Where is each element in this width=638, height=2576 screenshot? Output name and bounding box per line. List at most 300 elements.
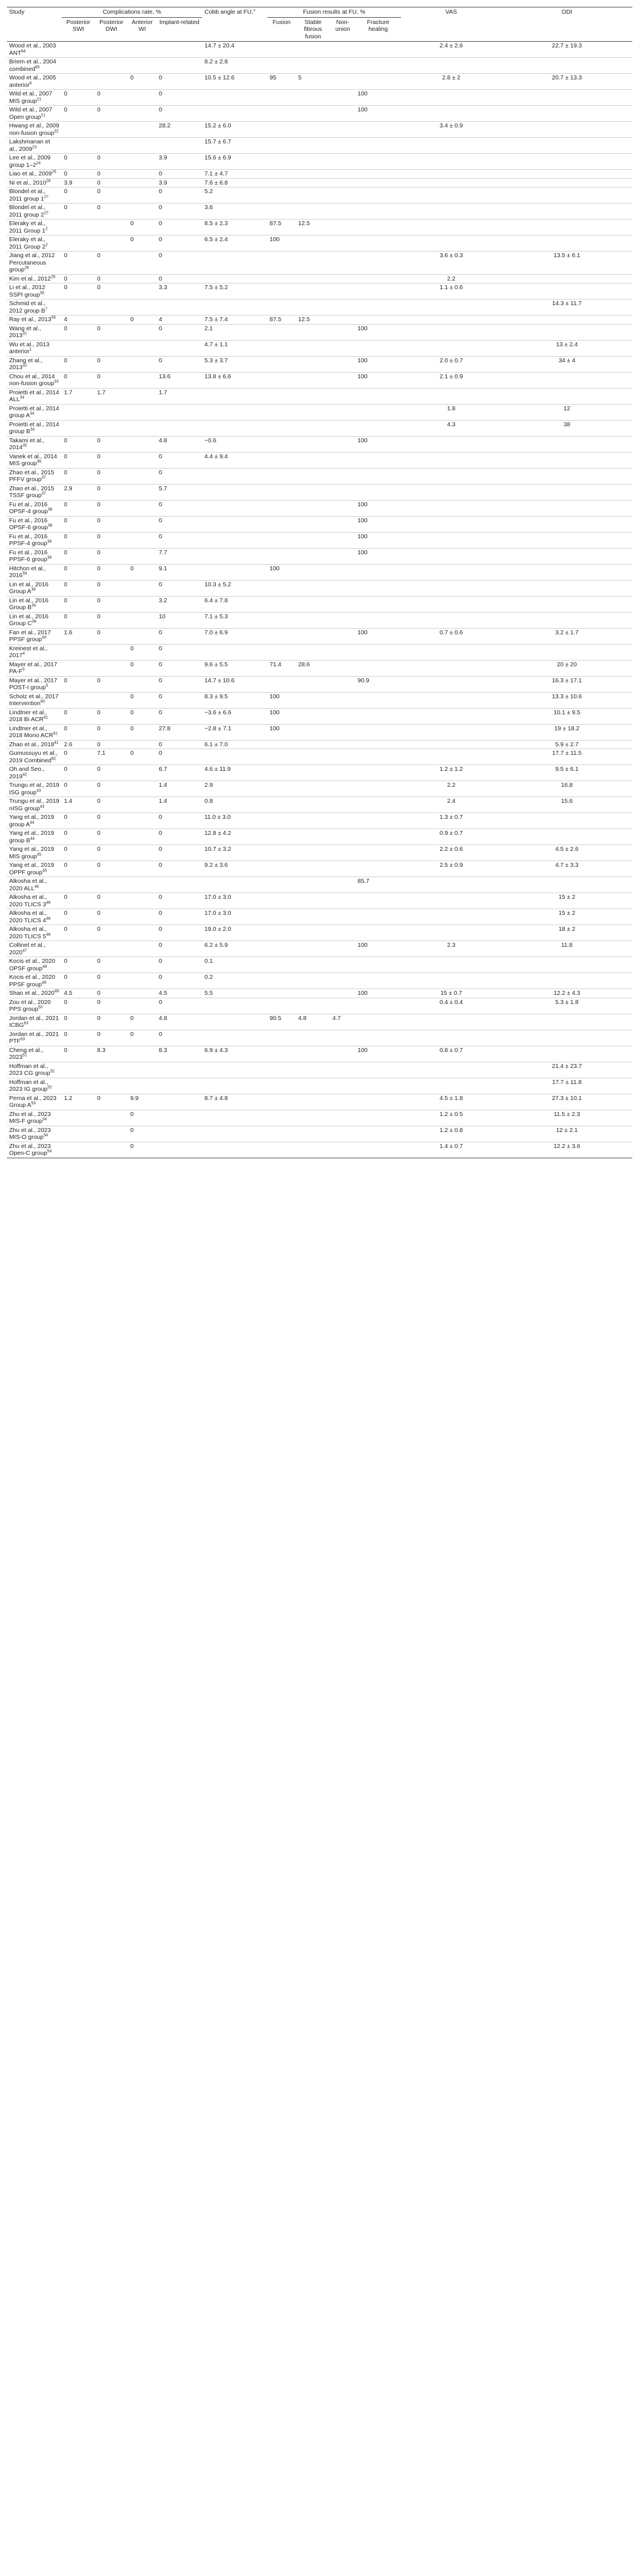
study-reference: 52 — [50, 1069, 55, 1074]
cell-fusion — [267, 452, 296, 468]
cell-implant-related: 3.2 — [159, 597, 167, 604]
study-reference: 49 — [54, 989, 59, 994]
cell-fusion — [267, 957, 296, 973]
study-reference: 29 — [50, 275, 55, 279]
cell-posterior-swi: 4.5 — [64, 990, 73, 997]
cell-posterior-dwi — [95, 877, 128, 893]
cell-study — [7, 893, 62, 909]
cell-non-union — [330, 436, 355, 452]
cell-cobb-angle — [202, 404, 267, 420]
cell-odi — [501, 203, 632, 219]
header-odi: ODI — [501, 7, 632, 42]
cell-study — [7, 1014, 62, 1030]
cell-odi — [501, 274, 632, 283]
cell-non-union — [330, 893, 355, 909]
cell-posterior-dwi — [95, 299, 128, 315]
cell-implant-related: 0 — [159, 453, 162, 460]
cell-posterior-dwi — [95, 692, 128, 708]
cell-cobb-angle: −3.6 ± 6.6 — [204, 709, 231, 716]
header-cobb: Cobb angle at FU,° — [202, 7, 267, 42]
cell-posterior-dwi: 0 — [97, 1030, 101, 1038]
cell-anterior-wi — [128, 845, 157, 861]
cell-non-union — [330, 628, 355, 644]
study-name: Yang et al., 2019 OPPF group — [9, 862, 54, 876]
study-reference: 59 — [22, 571, 27, 576]
cell-implant-related: 0 — [159, 581, 162, 588]
cell-fusion — [267, 1030, 296, 1046]
cell-fracture-healing — [355, 925, 401, 941]
cell-stable-fibrous — [296, 628, 330, 644]
cell-posterior-dwi: 0 — [97, 862, 101, 869]
cell-implant-related: 1.4 — [159, 782, 167, 789]
study-reference: 35 — [22, 443, 27, 448]
cell-non-union — [330, 877, 355, 893]
cell-study — [7, 644, 62, 660]
cell-study — [7, 1110, 62, 1126]
cell-anterior-wi — [128, 324, 157, 340]
study-reference: 21 — [37, 97, 42, 101]
cell-stable-fibrous: 12.5 — [298, 316, 310, 323]
cell-vas — [401, 1030, 501, 1046]
cell-stable-fibrous — [296, 909, 330, 925]
cell-posterior-dwi: 0 — [97, 782, 101, 789]
study-name: Wang et al., 2013 — [9, 325, 41, 339]
study-reference: 45 — [42, 869, 47, 873]
cell-fracture-healing — [355, 1062, 401, 1078]
cell-cobb-angle — [202, 1014, 267, 1030]
cell-posterior-swi: 0 — [64, 998, 67, 1006]
cell-posterior-dwi: 0 — [97, 846, 101, 853]
cell-implant-related — [157, 1110, 202, 1126]
cell-stable-fibrous — [296, 468, 330, 484]
cell-vas — [401, 516, 501, 532]
cell-fracture-healing — [355, 154, 401, 170]
cell-cobb-angle: 8.5 ± 2.3 — [204, 220, 228, 227]
cell-vas — [401, 973, 501, 989]
cell-posterior-swi — [62, 420, 95, 436]
cell-fusion: 100 — [270, 236, 280, 243]
table-row — [7, 644, 632, 660]
cell-posterior-swi — [62, 42, 95, 58]
cell-implant-related: 0 — [159, 325, 162, 332]
cell-study — [7, 235, 62, 251]
cell-posterior-dwi: 0 — [97, 485, 101, 492]
cell-non-union — [330, 1094, 355, 1110]
cell-cobb-angle: 5.2 — [204, 188, 213, 195]
cell-stable-fibrous — [296, 372, 330, 388]
cell-anterior-wi — [128, 596, 157, 612]
cell-fracture-healing: 100 — [358, 373, 368, 380]
cell-posterior-swi: 0 — [64, 597, 67, 604]
cell-cobb-angle: 7.6 ± 6.8 — [204, 179, 228, 186]
cell-implant-related: 0 — [159, 693, 162, 700]
cell-stable-fibrous — [296, 813, 330, 829]
cell-posterior-dwi: 0 — [97, 453, 101, 460]
cell-posterior-swi: 3.9 — [64, 179, 73, 186]
cell-implant-related: 3.9 — [159, 179, 167, 186]
cell-odi — [501, 315, 632, 325]
cell-fracture-healing — [355, 138, 401, 154]
cell-anterior-wi — [128, 765, 157, 781]
cell-cobb-angle — [202, 749, 267, 765]
cell-implant-related: 0 — [159, 469, 162, 476]
study-reference: 53 — [31, 1101, 36, 1106]
header-anterior-wi: Anterior WI — [128, 17, 157, 42]
cell-odi: 13.5 ± 6.1 — [553, 252, 580, 259]
cell-study — [7, 283, 62, 299]
header-complications: Complications rate, % — [62, 7, 202, 18]
cell-stable-fibrous — [296, 749, 330, 765]
study-reference: 61 — [43, 715, 48, 720]
table-row — [7, 580, 632, 596]
cell-implant-related: 4 — [159, 316, 162, 323]
table-row — [7, 484, 632, 500]
cell-posterior-dwi: 0 — [97, 998, 101, 1006]
cell-study — [7, 861, 62, 877]
study-reference: 60 — [40, 699, 45, 704]
cell-fracture-healing: 100 — [358, 533, 368, 540]
cell-cobb-angle — [202, 484, 267, 500]
cell-fracture-healing — [355, 178, 401, 187]
study-name: Proietti et al., 2014 group A — [9, 405, 59, 419]
table-row — [7, 388, 632, 404]
cell-vas — [401, 580, 501, 596]
cell-cobb-angle: 7.5 ± 5.2 — [204, 284, 228, 291]
cell-anterior-wi: 0 — [130, 1142, 134, 1150]
cell-study — [7, 500, 62, 516]
cell-fracture-healing: 100 — [358, 517, 368, 524]
table-row — [7, 861, 632, 877]
cell-implant-related: 0 — [159, 220, 162, 227]
cell-anterior-wi — [128, 740, 157, 749]
cell-vas — [401, 299, 501, 315]
cell-stable-fibrous — [296, 324, 330, 340]
study-name: Hwang et al., 2009 non-fusion group — [9, 122, 59, 137]
cell-vas — [401, 170, 501, 179]
table-row — [7, 1062, 632, 1078]
cell-posterior-dwi: 0 — [97, 469, 101, 476]
cell-odi — [501, 1014, 632, 1030]
study-name: Fu et al., 2016 PPSF-6 group — [9, 549, 48, 563]
cell-stable-fibrous — [296, 187, 330, 203]
cell-anterior-wi — [128, 516, 157, 532]
study-reference: 54 — [47, 1149, 52, 1154]
cell-posterior-swi — [62, 340, 95, 356]
cell-posterior-dwi: 0 — [97, 549, 101, 556]
cell-posterior-swi: 0 — [64, 766, 67, 773]
cell-posterior-dwi: 0 — [97, 357, 101, 364]
cell-stable-fibrous — [296, 106, 330, 122]
cell-fracture-healing — [355, 58, 401, 74]
cell-vas — [401, 436, 501, 452]
cell-fracture-healing — [355, 1030, 401, 1046]
cell-implant-related: 27.8 — [159, 725, 171, 732]
cell-vas: 3.6 ± 0.3 — [439, 252, 463, 259]
cell-non-union — [330, 1030, 355, 1046]
table-row — [7, 628, 632, 644]
cell-posterior-swi: 0 — [64, 782, 67, 789]
cell-odi — [501, 612, 632, 628]
table-header — [7, 7, 632, 42]
study-name: Hoffman et al., 2023 IG group — [9, 1078, 49, 1093]
cell-fracture-healing — [355, 340, 401, 356]
cell-odi — [501, 324, 632, 340]
cell-posterior-swi — [62, 299, 95, 315]
cell-odi: 20 ± 20 — [557, 661, 577, 668]
cell-non-union — [330, 660, 355, 676]
cell-anterior-wi — [128, 957, 157, 973]
study-reference: 38 — [47, 555, 52, 560]
cell-stable-fibrous — [296, 138, 330, 154]
cell-anterior-wi — [128, 299, 157, 315]
cell-posterior-dwi — [95, 315, 128, 325]
cell-odi — [501, 1030, 632, 1046]
cell-posterior-dwi: 8.3 — [97, 1046, 106, 1054]
cell-posterior-dwi — [95, 941, 128, 957]
study-reference: 63 — [20, 1037, 25, 1042]
cell-implant-related: 3.3 — [159, 284, 167, 291]
cell-vas — [401, 138, 501, 154]
study-name: Wu et al., 2013 anterior — [9, 341, 50, 355]
cell-odi — [501, 829, 632, 845]
cell-posterior-swi — [62, 122, 95, 138]
cell-stable-fibrous — [296, 580, 330, 596]
cell-cobb-angle: 6.1 ± 7.0 — [204, 741, 228, 748]
cell-non-union — [330, 765, 355, 781]
cell-study — [7, 356, 62, 372]
table-row — [7, 122, 632, 138]
cell-fracture-healing — [355, 1142, 401, 1158]
cell-study — [7, 724, 62, 740]
cell-anterior-wi — [128, 676, 157, 692]
cell-anterior-wi: 0 — [130, 220, 134, 227]
cell-vas: 2.4 ± 2.6 — [439, 42, 463, 49]
header-fusion-rate: Fusion — [267, 17, 296, 42]
cell-implant-related: 1.4 — [159, 798, 167, 805]
table-row — [7, 676, 632, 692]
cell-fusion — [267, 1110, 296, 1126]
cell-fusion — [267, 998, 296, 1014]
cell-study — [7, 388, 62, 404]
table-row — [7, 500, 632, 516]
cell-vas — [401, 877, 501, 893]
cell-stable-fibrous — [296, 42, 330, 58]
cell-fusion — [267, 42, 296, 58]
cell-implant-related: 8.3 — [159, 1046, 167, 1054]
cell-vas — [401, 340, 501, 356]
cell-vas: 2.2 — [447, 782, 456, 789]
table-row — [7, 516, 632, 532]
table-row — [7, 1142, 632, 1158]
cell-non-union — [330, 178, 355, 187]
cell-odi: 9.5 ± 6.1 — [555, 766, 579, 773]
cell-fusion: 90.5 — [270, 1014, 282, 1022]
cell-posterior-swi: 0 — [64, 1046, 67, 1054]
cell-posterior-dwi: 0 — [97, 373, 101, 380]
cell-odi — [501, 548, 632, 564]
study-reference: 43 — [39, 805, 45, 809]
study-name: Zhu et al., 2023 MIS-F group — [9, 1110, 51, 1125]
cell-anterior-wi: 0 — [130, 316, 134, 323]
cell-stable-fibrous — [296, 283, 330, 299]
cell-fracture-healing — [355, 299, 401, 315]
study-reference: 24 — [36, 161, 41, 165]
cell-implant-related: 13.6 — [159, 373, 171, 380]
cell-stable-fibrous — [296, 356, 330, 372]
cell-anterior-wi — [128, 1046, 157, 1062]
cell-posterior-swi: 0 — [64, 910, 67, 917]
study-name: Zhang et al., 2013 — [9, 357, 43, 371]
cell-vas: 2.5 ± 0.9 — [439, 862, 463, 869]
cell-stable-fibrous — [296, 154, 330, 170]
cell-fusion — [267, 187, 296, 203]
cell-cobb-angle: 9.6 ± 5.5 — [204, 661, 228, 668]
study-reference: 48 — [42, 965, 47, 969]
cell-non-union — [330, 973, 355, 989]
cell-fracture-healing — [355, 1078, 401, 1094]
cell-study — [7, 1046, 62, 1062]
study-reference: 44 — [30, 821, 34, 825]
cell-anterior-wi — [128, 106, 157, 122]
cell-odi: 19 ± 18.2 — [554, 725, 580, 732]
cell-odi — [501, 644, 632, 660]
cell-vas — [401, 500, 501, 516]
cell-vas — [401, 154, 501, 170]
cell-study — [7, 548, 62, 564]
cell-posterior-swi: 1.6 — [64, 629, 73, 636]
cell-fusion — [267, 829, 296, 845]
cell-vas — [401, 724, 501, 740]
cell-cobb-angle — [202, 106, 267, 122]
cell-posterior-dwi: 0 — [97, 517, 101, 524]
cell-posterior-dwi: 0 — [97, 188, 101, 195]
cell-vas: 2.2 — [447, 275, 456, 282]
cell-fracture-healing — [355, 170, 401, 179]
cell-stable-fibrous — [296, 845, 330, 861]
cell-cobb-angle: 6.9 ± 4.3 — [204, 1046, 228, 1054]
cell-anterior-wi — [128, 989, 157, 998]
cell-posterior-dwi — [95, 74, 128, 90]
cell-cobb-angle — [202, 420, 267, 436]
cell-fracture-healing: 100 — [358, 501, 368, 508]
cell-stable-fibrous — [296, 1046, 330, 1062]
cell-posterior-swi — [62, 644, 95, 660]
cell-posterior-swi: 0 — [64, 926, 67, 933]
cell-non-union — [330, 692, 355, 708]
table-row — [7, 324, 632, 340]
cell-posterior-swi: 0 — [64, 750, 67, 757]
cell-odi: 15.6 — [561, 798, 573, 805]
cell-posterior-swi: 1.2 — [64, 1094, 73, 1102]
cell-stable-fibrous — [296, 998, 330, 1014]
cell-anterior-wi — [128, 500, 157, 516]
cell-fracture-healing — [355, 724, 401, 740]
cell-vas: 4.3 — [447, 421, 456, 428]
cell-fusion — [267, 797, 296, 813]
cell-odi: 4.5 ± 2.6 — [555, 846, 579, 853]
study-name: Trungu et al., 2019 ISG group — [9, 782, 59, 796]
study-name: Mayer et al., 2017 POST-I group — [9, 677, 58, 691]
cell-fracture-healing — [355, 740, 401, 749]
cell-posterior-swi: 0 — [64, 894, 67, 901]
cell-posterior-dwi: 0 — [97, 814, 101, 821]
cell-fusion — [267, 845, 296, 861]
study-reference: 4 — [22, 651, 25, 656]
cell-posterior-dwi — [95, 420, 128, 436]
cell-posterior-swi: 0 — [64, 725, 67, 732]
cell-vas — [401, 596, 501, 612]
cell-stable-fibrous — [296, 1110, 330, 1126]
study-name: Zhao et al., 2015 PFFV group — [9, 469, 54, 483]
cell-posterior-dwi — [95, 138, 128, 154]
cell-cobb-angle: 4.7 ± 1.1 — [204, 341, 228, 348]
table-row — [7, 596, 632, 612]
cell-anterior-wi — [128, 877, 157, 893]
cell-fracture-healing — [355, 861, 401, 877]
cell-vas — [401, 452, 501, 468]
cell-non-union — [330, 596, 355, 612]
cell-implant-related: 5.7 — [159, 485, 167, 492]
study-name: Ni et al., 2010 — [9, 179, 46, 186]
cell-posterior-swi: 0 — [64, 533, 67, 540]
cell-stable-fibrous — [296, 122, 330, 138]
table-row — [7, 1126, 632, 1142]
cell-anterior-wi — [128, 813, 157, 829]
cell-anterior-wi: 0 — [130, 1110, 134, 1118]
cell-implant-related: 0 — [159, 741, 162, 748]
cell-posterior-swi: 0 — [64, 709, 67, 716]
table-row — [7, 251, 632, 275]
cell-study — [7, 580, 62, 596]
cell-stable-fibrous — [296, 861, 330, 877]
cell-implant-related — [157, 42, 202, 58]
cell-vas: 4.5 ± 1.8 — [439, 1094, 463, 1102]
cell-non-union — [330, 122, 355, 138]
cell-fusion — [267, 628, 296, 644]
cell-anterior-wi: 0 — [130, 661, 134, 668]
cell-stable-fibrous — [296, 178, 330, 187]
cell-study — [7, 612, 62, 628]
study-reference: 63 — [23, 1021, 29, 1026]
cell-vas — [401, 484, 501, 500]
cell-posterior-swi: 0 — [64, 154, 67, 161]
cell-vas: 3.4 ± 0.9 — [439, 122, 463, 129]
cell-study — [7, 203, 62, 219]
cell-fusion — [267, 676, 296, 692]
table-row — [7, 283, 632, 299]
cell-fusion — [267, 1078, 296, 1094]
cell-anterior-wi — [128, 372, 157, 388]
cell-anterior-wi — [128, 404, 157, 420]
cell-fracture-healing — [355, 420, 401, 436]
study-reference: 34 — [19, 395, 25, 400]
cell-posterior-swi: 0 — [64, 1030, 67, 1038]
cell-non-union — [330, 829, 355, 845]
cell-fracture-healing — [355, 596, 401, 612]
study-reference: 32 — [22, 363, 27, 368]
cell-anterior-wi: 0 — [130, 709, 134, 716]
cell-posterior-dwi — [95, 42, 128, 58]
cell-odi — [501, 813, 632, 829]
cell-odi — [501, 106, 632, 122]
table-row — [7, 532, 632, 548]
cell-posterior-dwi: 0 — [97, 990, 101, 997]
cell-fracture-healing — [355, 564, 401, 580]
cell-fracture-healing — [355, 187, 401, 203]
study-reference: 64 — [21, 49, 26, 53]
study-reference: 46 — [46, 901, 51, 905]
cell-fusion — [267, 372, 296, 388]
